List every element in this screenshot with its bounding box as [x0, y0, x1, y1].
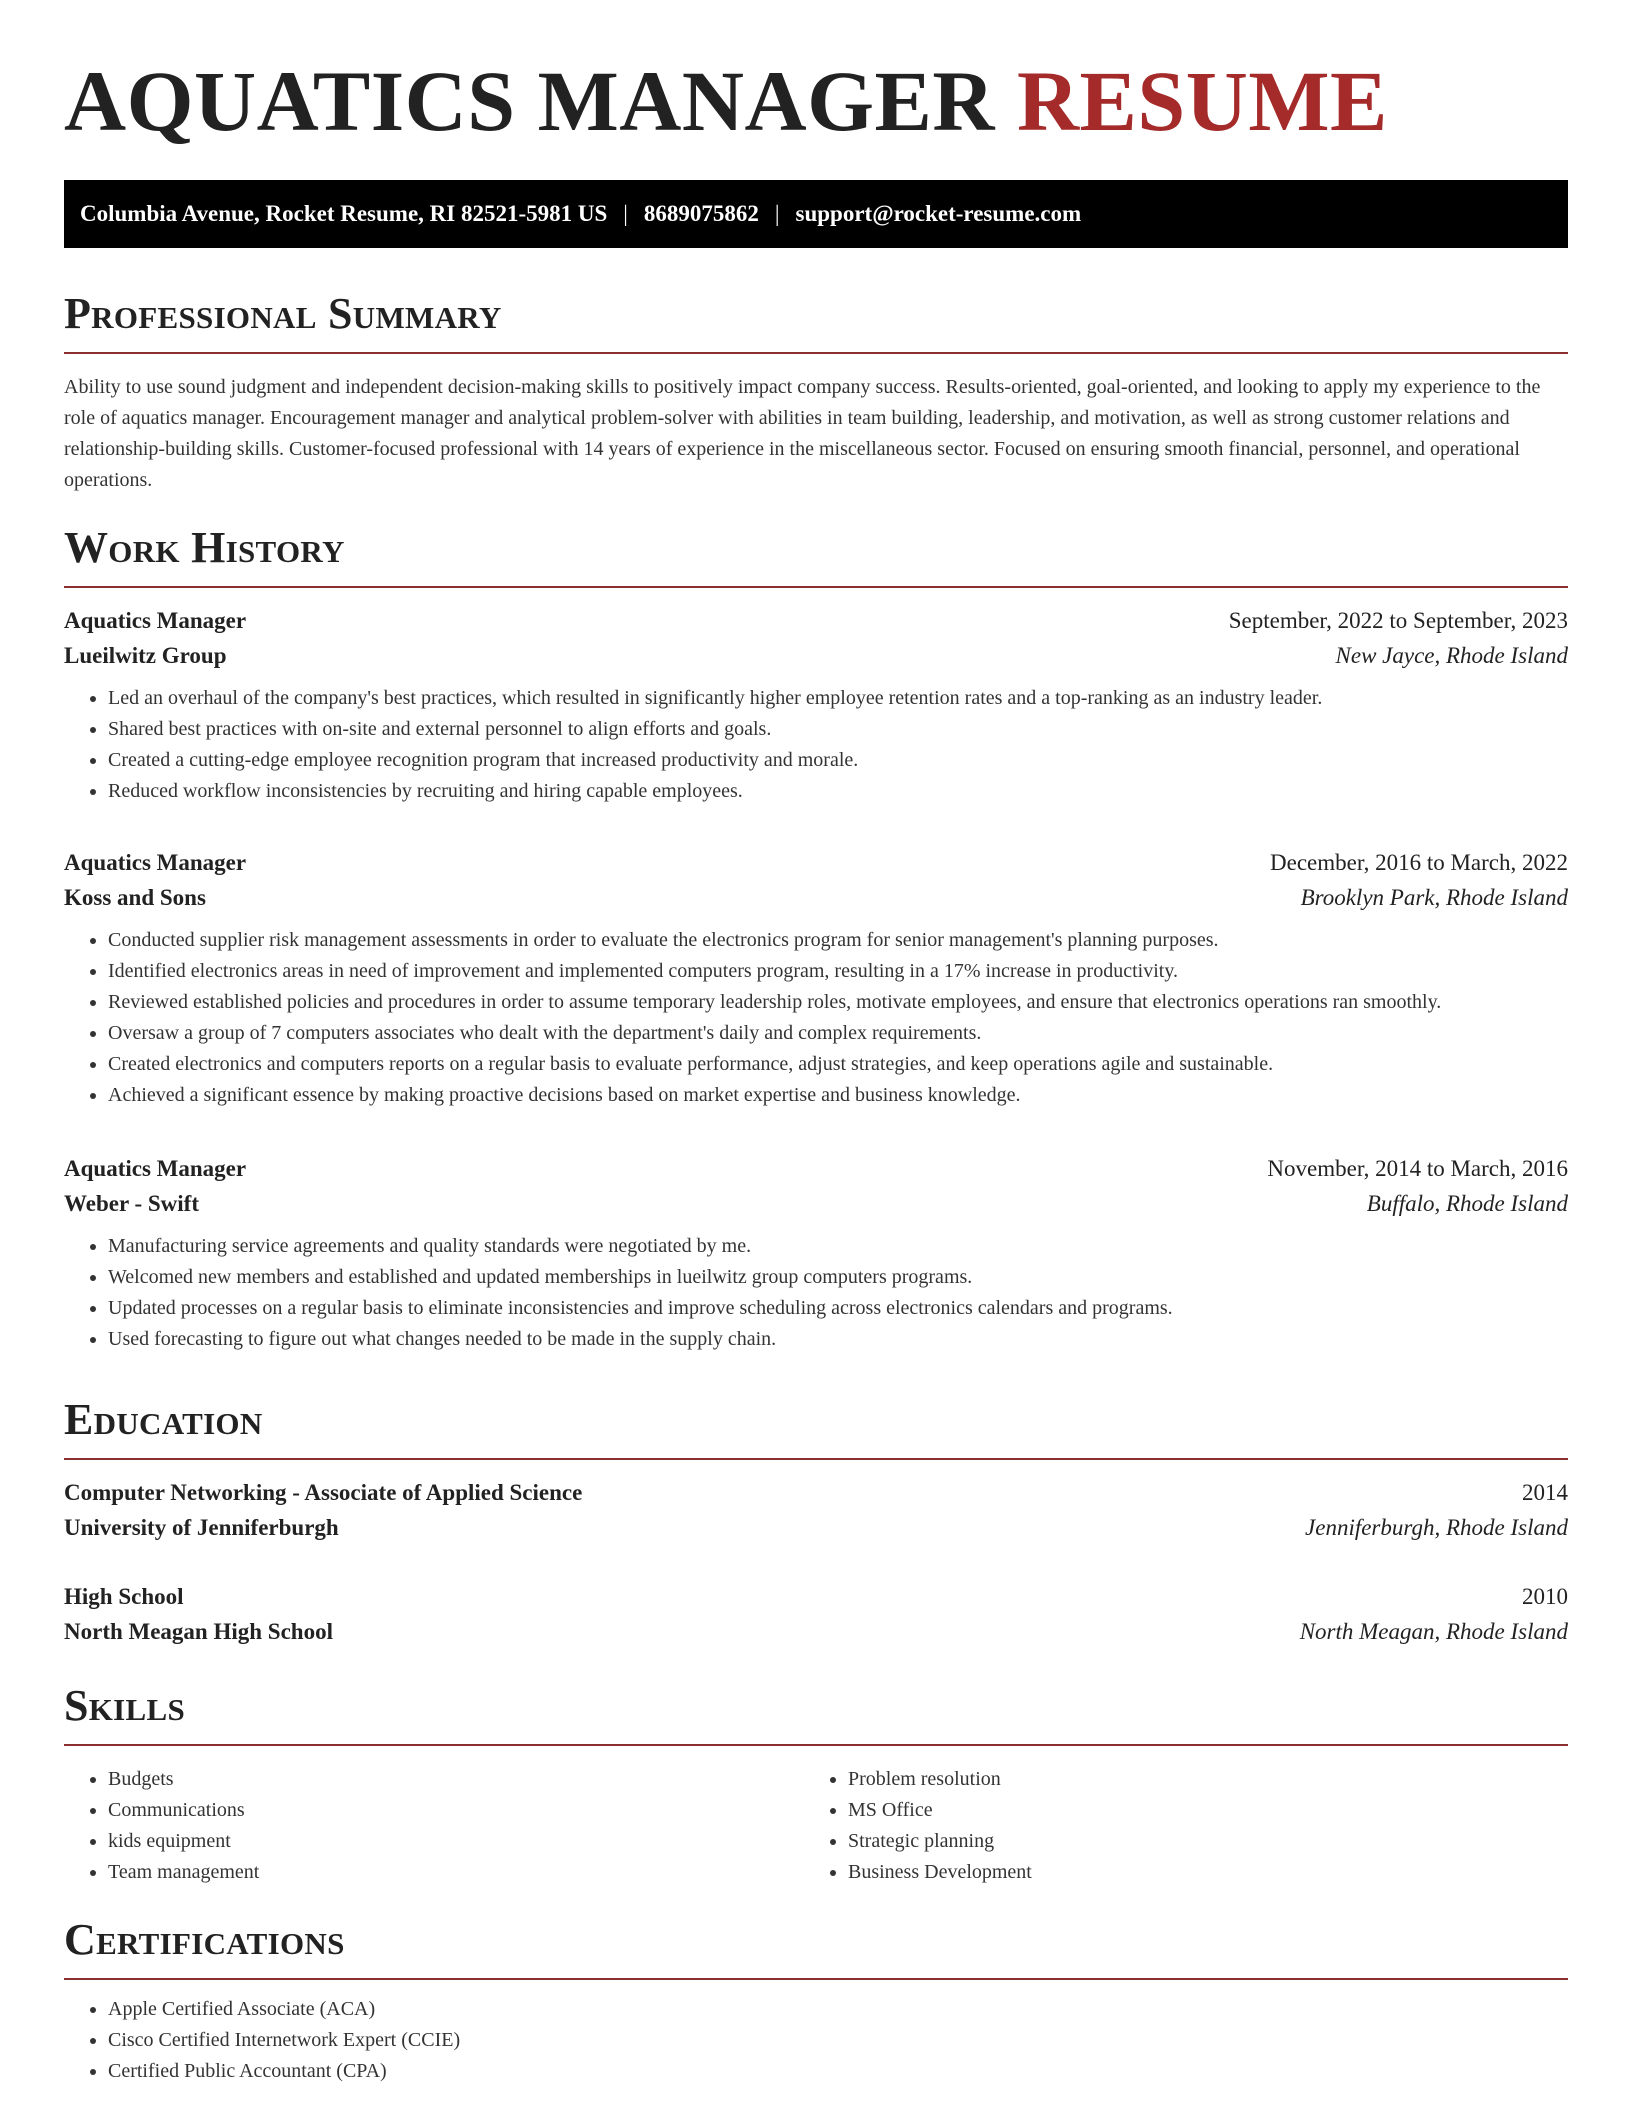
section-divider	[64, 586, 1568, 588]
title-accent: RESUME	[1016, 53, 1388, 149]
education-school: North Meagan High School	[64, 1619, 333, 1644]
job-duty: • Reviewed established policies and procedures in order to assume temporary leadership roles, motivate employees, and ensure that electronics operations ran smoothly.	[108, 987, 1568, 1018]
education-school: University of Jenniferburgh	[64, 1515, 339, 1540]
education-degree: High School	[64, 1584, 184, 1609]
job-location: Buffalo, Rhode Island	[1366, 1191, 1568, 1216]
skills-list-right	[804, 1764, 1544, 1888]
education-degree: Computer Networking - Associate of Applied Science	[64, 1480, 583, 1505]
job-location: New Jayce, Rhode Island	[1335, 643, 1568, 668]
work-history-section	[64, 523, 1568, 588]
skills-heading: Skills	[64, 1681, 186, 1730]
job-company: Lueilwitz Group	[64, 643, 227, 668]
education-location: North Meagan, Rhode Island	[1299, 1619, 1568, 1644]
job-duty: • Shared best practices with on-site and external personnel to align efforts and goals.	[108, 714, 1568, 745]
section-divider	[64, 1978, 1568, 1980]
certifications-section	[64, 1915, 1568, 2087]
skills-list-left	[64, 1764, 804, 1888]
job-duty: • Identified electronics areas in need of improvement and implemented computers program, resulting in a 17% increase in productivity.	[108, 956, 1568, 987]
job-duty: • Oversaw a group of 7 computers associates who dealt with the department's daily and complex requirements.	[108, 1018, 1568, 1049]
certifications-heading: Certifications	[64, 1915, 345, 1964]
education-heading: Education	[64, 1395, 263, 1444]
skill-item: • Business Development	[848, 1857, 1544, 1888]
skill-item: • Communications	[108, 1795, 804, 1826]
job-duty: • Conducted supplier risk management assessments in order to evaluate the electronics program for senior management's planning purposes.	[108, 925, 1568, 956]
job-title: Aquatics Manager	[64, 608, 247, 633]
contact-email[interactable]: support@rocket-resume.com	[795, 201, 1082, 226]
job-location: Brooklyn Park, Rhode Island	[1300, 885, 1568, 910]
work-history-heading: Work History	[64, 523, 345, 572]
job-duty: • Reduced workflow inconsistencies by recruiting and hiring capable employees.	[108, 776, 1568, 807]
section-divider	[64, 1458, 1568, 1460]
job-company: Weber - Swift	[64, 1191, 200, 1216]
skills-grid	[64, 1764, 1568, 1888]
title-main: AQUATICS MANAGER	[64, 53, 995, 149]
job-duty: • Manufacturing service agreements and quality standards were negotiated by me.	[108, 1231, 1568, 1262]
education-year: 2010	[1522, 1584, 1568, 1609]
contact-address: Columbia Avenue, Rocket Resume, RI 82521-5981 US	[80, 201, 608, 226]
skill-item: • Budgets	[108, 1764, 804, 1795]
job-entry	[64, 608, 1568, 807]
job-entry	[64, 1156, 1568, 1355]
resume-title	[64, 0, 1568, 149]
job-title: Aquatics Manager	[64, 850, 247, 875]
section-divider	[64, 352, 1568, 354]
job-duties	[64, 1231, 1568, 1355]
job-dates: December, 2016 to March, 2022	[1270, 850, 1568, 875]
job-duty: • Achieved a significant essence by making proactive decisions based on market expertise and business knowledge.	[108, 1080, 1568, 1111]
education-location: Jenniferburgh, Rhode Island	[1305, 1515, 1568, 1540]
summary-heading: Professional Summary	[64, 289, 502, 338]
job-duty: • Used forecasting to figure out what changes needed to be made in the supply chain.	[108, 1324, 1568, 1355]
skill-item: • MS Office	[848, 1795, 1544, 1826]
job-duty: • Welcomed new members and established and updated memberships in lueilwitz group computers programs.	[108, 1262, 1568, 1293]
job-duties	[64, 683, 1568, 807]
job-duties	[64, 925, 1568, 1111]
skill-item: • kids equipment	[108, 1826, 804, 1857]
contact-phone[interactable]: 8689075862	[643, 201, 759, 226]
job-duty: • Led an overhaul of the company's best practices, which resulted in significantly higher employee retention rates and a top-ranking as an industry leader.	[108, 683, 1568, 714]
certification-item: • Apple Certified Associate (ACA)	[108, 1994, 1568, 2025]
summary-section	[64, 289, 1568, 496]
job-company: Koss and Sons	[64, 885, 206, 910]
skill-item: • Problem resolution	[848, 1764, 1544, 1795]
job-duty: • Created electronics and computers reports on a regular basis to evaluate performance, adjust strategies, and keep operations agile and sustainable.	[108, 1049, 1568, 1080]
education-year: 2014	[1522, 1480, 1568, 1505]
job-entry	[64, 850, 1568, 1111]
summary-text: Ability to use sound judgment and independent decision-making skills to positively impact company success. Results-oriented, goal-oriented, and looking to apply my experience to the role of aquatics manager. Encouragement manager and analytical problem-solver with abilities in team building, leadership, and motivation, as well as strong customer relations and relationship-building skills. Customer-focused professional with 14 years of experience in the miscellaneous sector. Focused on ensuring smooth financial, personnel, and operational operations.	[64, 376, 1541, 491]
section-divider	[64, 1744, 1568, 1746]
skills-section	[64, 1681, 1568, 1888]
skill-item: • Strategic planning	[848, 1826, 1544, 1857]
skill-item: • Team management	[108, 1857, 804, 1888]
contact-bar	[64, 180, 1568, 248]
contact-separator: |	[774, 201, 780, 226]
certifications-list	[64, 1994, 1568, 2087]
certification-item: • Certified Public Accountant (CPA)	[108, 2056, 1568, 2087]
job-title: Aquatics Manager	[64, 1156, 247, 1181]
job-dates: September, 2022 to September, 2023	[1228, 608, 1568, 633]
education-entry	[64, 1480, 1568, 1541]
certification-item: • Cisco Certified Internetwork Expert (CCIE)	[108, 2025, 1568, 2056]
job-dates: November, 2014 to March, 2016	[1267, 1156, 1568, 1181]
education-section	[64, 1395, 1568, 1460]
education-entry	[64, 1584, 1568, 1645]
job-duty: • Created a cutting-edge employee recognition program that increased productivity and morale.	[108, 745, 1568, 776]
job-duty: • Updated processes on a regular basis to eliminate inconsistencies and improve scheduling across electronics calendars and programs.	[108, 1293, 1568, 1324]
contact-separator: |	[623, 201, 628, 226]
